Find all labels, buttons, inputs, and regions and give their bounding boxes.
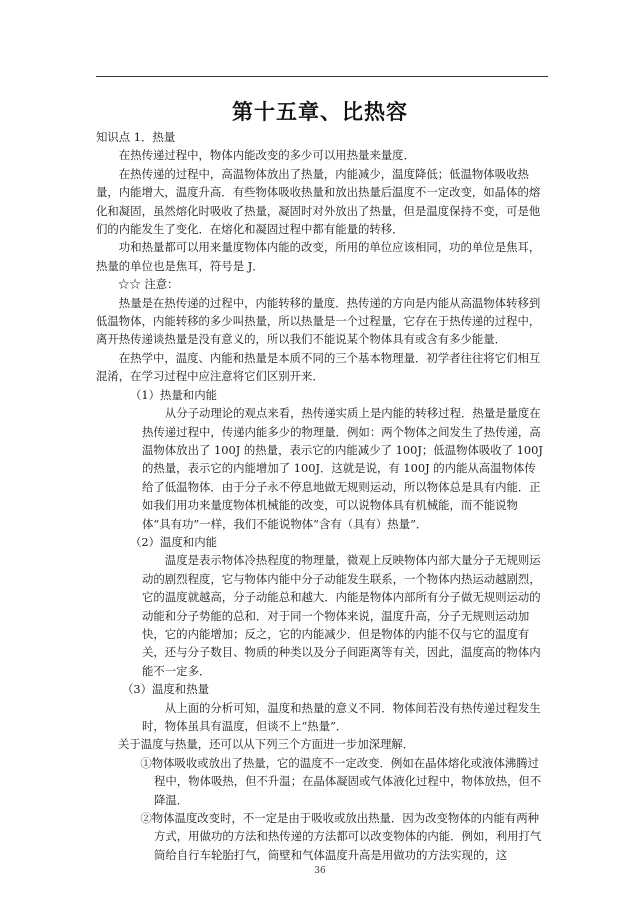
paragraph-1: 在热传递过程中，物体内能改变的多少可以用热量来量度． [118, 148, 415, 163]
subsection-1-heading: （1）热量和内能 [130, 387, 217, 402]
subsection-3-intro: 关于温度与热量，还可以从下列三个方面进一步加深理解． [118, 737, 415, 752]
header-rule [96, 76, 548, 77]
subsection-2 [96, 551, 548, 680]
subsection-2-heading: （2）温度和内能 [130, 534, 217, 549]
subsection-3-heading: （3）温度和热量 [122, 682, 209, 697]
subsection-3 [96, 699, 548, 736]
page-content [96, 128, 548, 864]
list-item-1: ①物体吸收或放出了热量，它的温度不一定改变．例如在晶体熔化或液体沸腾过程中，物体吸热，但不升温；在晶体凝固或气体液化过程中，物体放热，但不降温． [140, 755, 542, 807]
paragraph-3: 功和热量都可以用来量度物体内能的改变，所用的单位应该相同，功的单位是焦耳，热量的单位也是焦耳，符号是 J． [96, 240, 541, 273]
subsection-1 [96, 404, 548, 533]
chapter-title: 第十五章、比热容 [232, 100, 408, 124]
note-label: ☆☆ 注意： [118, 277, 179, 292]
subsection-2-text: 温度是表示物体冷热程度的物理量，微观上反映物体内部大量分子无规则运动的剧烈程度，它与物体内能中分子动能发生联系，一个物体内热运动越剧烈，它的温度就越高，分子动能总和越大．内能是物体内部所有分子做无规则运动的动能和分子势能的总和．对于同一个物体来说，温度升高，分子无规则运动加快，它的内能增加；反之，它的内能减少．但是物体的内能不仅与它的温度有关，还与分子数目、物质的种类以及分子间距离等有关，因此，温度高的物体内能不一定多． [142, 553, 541, 678]
paragraph-2: 在热传递的过程中，高温物体放出了热量，内能减少，温度降低；低温物体吸收热量，内能增大，温度升高．有些物体吸收热量和放出热量后温度不一定改变，如晶体的熔化和凝固，虽然熔化时吸收了热量，凝固时对外放出了热量，但是温度保持不变，可是他们的内能发生了变化．在熔化和凝固过程中都有能量的转移． [96, 166, 541, 237]
list-item-2: ②物体温度改变时，不一定是由于吸收或放出热量．因为改变物体的内能有两种方式，用做功的方法和热传递的方法都可以改变物体的内能．例如，利用打气筒给自行车轮胎打气，筒壁和气体温度升高是用做功的方法实现的，这 [140, 811, 542, 862]
paragraph-4: 热量是在热传递的过程中，内能转移的量度．热传递的方向是内能从高温物体转移到低温物体，内能转移的多少叫热量，所以热量是一个过程量，它存在于热传递的过程中，离开热传递谈热量是没有意义的，所以我们不能说某个物体具有或含有多少能量． [96, 295, 541, 347]
page-number: 36 [314, 866, 326, 876]
subsection-1-text: 从分子动理论的观点来看，热传递实质上是内能的转移过程．热量是量度在热传递过程中，传递内能多少的物理量．例如：两个物体之间发生了热传递，高温物体放出了 100J 的热量，表示它的内能减少了 100J；低温物体吸收了 100J 的热量，表示它的内能增加了 100J．这就是说，有 100J 的内能从高温物体传给了低温物体．由于分子永不停息地做无规则运动，所以物体总是具有内能．正如我们用功来量度物体机械能的改变，可以说物体具有机械能，而不能说物体“具有功”一样，我们不能说物体“含有（具有）热量”． [142, 406, 543, 531]
subsection-3-text: 从上面的分析可知，温度和热量的意义不同．物体间若没有热传递过程发生时，物体虽具有温度，但谈不上“热量”． [142, 700, 541, 733]
section-heading: 知识点 1．热量 [96, 130, 176, 144]
paragraph-5: 在热学中，温度、内能和热量是本质不同的三个基本物理量．初学者往往将它们相互混淆，在学习过程中应注意将它们区别开来． [96, 350, 541, 384]
